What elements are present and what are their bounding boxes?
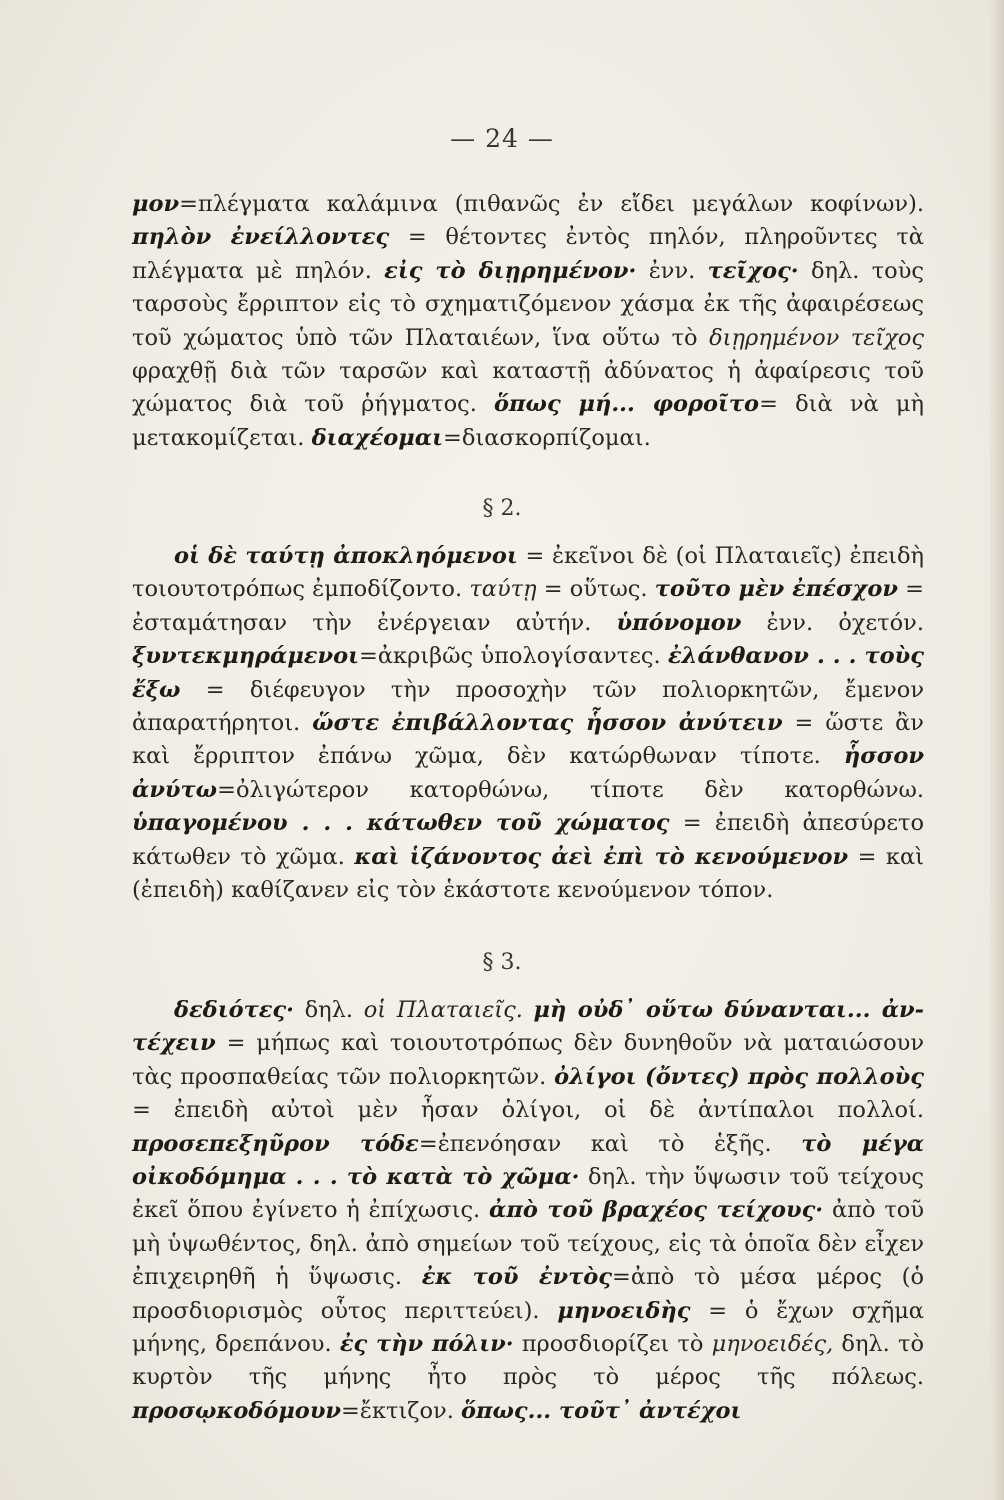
lemma-term: πηλὸν ἐνείλλοντες — [132, 224, 390, 251]
lemma-term: μον — [132, 191, 180, 217]
lemma-term: ὑπαγομένου . . . κάτωθεν τοῦ χώματος — [132, 810, 670, 837]
lemma-term: ἐκ τοῦ ἐντὸς — [421, 1264, 612, 1291]
gloss-text: φραχθῇ διὰ τῶν ταρσῶν καὶ καταστῇ ἀδύνατος ἡ ἀφαίρεσις τοῦ χώματος διὰ τοῦ ῥήγματος. — [132, 358, 924, 418]
section-heading-3: § 3. — [482, 950, 522, 975]
lemma-term: ξυντεκμηράμενοι — [132, 643, 359, 670]
gloss-text: =ἐπενόησαν καὶ τὸ ἑξῆς. — [418, 1130, 802, 1157]
lemma-term: ἧσσον ἀνύτω — [132, 743, 924, 803]
lemma-term: τοῦτο μὲν ἐπέσχον — [654, 576, 898, 603]
commentary-paragraph-3 — [132, 994, 924, 1428]
lemma-term: προσεπεξηῦρον τόδε — [132, 1130, 419, 1157]
gloss-text: = ἐπειδὴ αὐτοὶ μὲν ἦσαν ὀλίγοι, οἱ δὲ ἀντίπαλοι πολλοί. — [132, 1097, 924, 1124]
lemma-term: ἐλάνθανον . . . τοὺς ἔξω — [132, 643, 924, 703]
gloss-text: δηλ. τὴν ὕψωσιν τοῦ τείχους ἐκεῖ ὅπου ἐγίνετο ἡ ἐπίχωσις. — [132, 1164, 924, 1224]
gloss-text: =ἔκτιζον. — [341, 1397, 462, 1424]
gloss-text: προσδιορίζει τὸ — [513, 1331, 712, 1358]
lemma-term: διαχέομαι — [311, 424, 443, 451]
gloss-text: = θέτοντες ἐντὸς πηλόν, πληροῦντες τὰ πλέγματα μὲ πηλόν. — [132, 224, 924, 284]
gloss-text: = ἐπειδὴ ἀπεσύρετο κάτωθεν τὸ χῶμα. — [132, 810, 924, 870]
gloss-text: = διὰ νὰ μὴ μετακομίζεται. — [132, 391, 924, 451]
lemma-term: προσῳκοδόμουν — [132, 1397, 342, 1424]
gloss-text: ἐνν. — [636, 257, 708, 284]
lemma-term: μὴ οὐδ᾽ οὕτω δύνανται... ἀντέχειν — [132, 997, 924, 1057]
gloss-text: =πλέγματα καλάμινα (πιθανῶς ἐν εἴδει μεγάλων κοφίνων). — [179, 191, 924, 217]
gloss-text: = ἐκεῖνοι δὲ (οἱ Πλαταιεῖς) ἐπειδὴ τοιουτοτρόπως ἐμποδίζοντο. — [132, 543, 924, 603]
gloss-text: ἐνν. ὀχετόν. — [741, 609, 924, 636]
lemma-term: ὑπόνομον — [616, 609, 742, 636]
lemma-term: εἰς τὸ διῃρημένον· — [384, 257, 637, 284]
gloss-text: = διέφευγον τὴν προσοχὴν τῶν πολιορκητῶν, ἔμενον ἀπαρατήρητοι. — [132, 676, 924, 737]
gloss-text: =ἀκριβῶς ὑπολογίσαντες. — [359, 643, 668, 670]
gloss-text: = μήπως καὶ τοιουτοτρόπως δὲν δυνηθοῦν νὰ ματαιώσουν τὰς προσπαθείας τῶν πολιορκητῶν. — [132, 1030, 924, 1090]
lemma-term: ὅπως... τοῦτ᾽ ἀντέχοι — [461, 1397, 742, 1424]
gloss-text — [523, 997, 534, 1023]
gloss-text: = ὁ ἔχων σχῆμα μήνης, δρεπάνου. — [132, 1297, 925, 1358]
gloss-text: =διασκορπίζομαι. — [442, 424, 651, 451]
lemma-term: οἱ δὲ ταύτῃ ἀποκληόμενοι — [174, 543, 518, 569]
gloss-text: =ὀλιγώτερον κατορθώνω, τίποτε δὲν κατορθώνω. — [217, 776, 924, 803]
lemma-term: ὀλίγοι (ὄντες) πρὸς πολλοὺς — [554, 1063, 924, 1090]
gloss-text: = ὥστε ἂν καὶ ἔρριπτον ἐπάνω χῶμα, δὲν κατώρθωναν τίποτε. — [132, 710, 924, 770]
lemma-term: καὶ ἱζάνοντος ἀεὶ ἐπὶ τὸ κενούμενον — [354, 843, 849, 870]
italic-term: μηνοειδές, — [711, 1331, 834, 1358]
italic-term: διῃρημένον τεῖχος — [709, 324, 924, 351]
lemma-term: μηνοειδὴς — [557, 1297, 691, 1324]
gloss-text: δηλ. τοὺς ταρσοὺς ἔρριπτον εἰς τὸ σχηματιζόμενον χάσμα ἐκ τῆς ἀφαιρέσεως τοῦ χώματος ὑπὸ τῶν Πλαταιέων, ἵνα οὕτω τὸ — [132, 257, 924, 351]
lemma-term: ὅπως μή... φοροῖτο — [494, 391, 760, 418]
lemma-term: ὥστε ἐπιβάλλοντας ἧσσον ἀνύτειν — [312, 710, 783, 737]
lemma-term: δεδιότες· — [174, 997, 294, 1023]
lemma-term: ἀπὸ τοῦ βραχέος τείχους· — [489, 1197, 824, 1224]
gloss-text: ἀπὸ τοῦ μὴ ὑψωθέντος, δηλ. ἀπὸ σημείων τοῦ τείχους, εἰς τὰ ὁποῖα δὲν εἶχεν ἐπιχειρηθῆ ἡ ὕψωσις. — [132, 1197, 924, 1291]
gloss-text: = ἐσταμάτησαν τὴν ἐνέργειαν αὐτήν. — [132, 576, 924, 636]
gloss-text: δηλ. τὸ κυρτὸν τῆς μήνης ἦτο πρὸς τὸ μέρος τῆς πόλεως. — [132, 1331, 924, 1391]
page-number: — 24 — — [450, 124, 554, 153]
gloss-text: δηλ. — [293, 997, 364, 1023]
gloss-text: = οὕτως. — [536, 576, 655, 603]
gloss-text: =ἀπὸ τὸ μέσα μέρος (ὁ προσδιορισμὸς οὗτος περιττεύει). — [132, 1264, 924, 1324]
lemma-term: τεῖχος· — [707, 257, 799, 284]
gloss-text: = καὶ (ἐπειδὴ) καθίζανεν εἰς τὸν ἑκάστοτε κενούμενον τόπον. — [132, 843, 924, 904]
italic-term: ταύτῃ — [469, 576, 537, 603]
commentary-paragraph-1 — [132, 188, 924, 455]
commentary-paragraph-2 — [132, 540, 924, 907]
section-heading-2: § 2. — [482, 496, 522, 521]
page-edge-shadow — [990, 0, 1004, 1500]
italic-term: οἱ Πλαταιεῖς. — [363, 997, 523, 1023]
lemma-term: τὸ μέγα οἰκοδόμημα . . . τὸ κατὰ τὸ χῶμα· — [132, 1130, 925, 1191]
lemma-term: ἐς τὴν πόλιν· — [339, 1331, 514, 1358]
